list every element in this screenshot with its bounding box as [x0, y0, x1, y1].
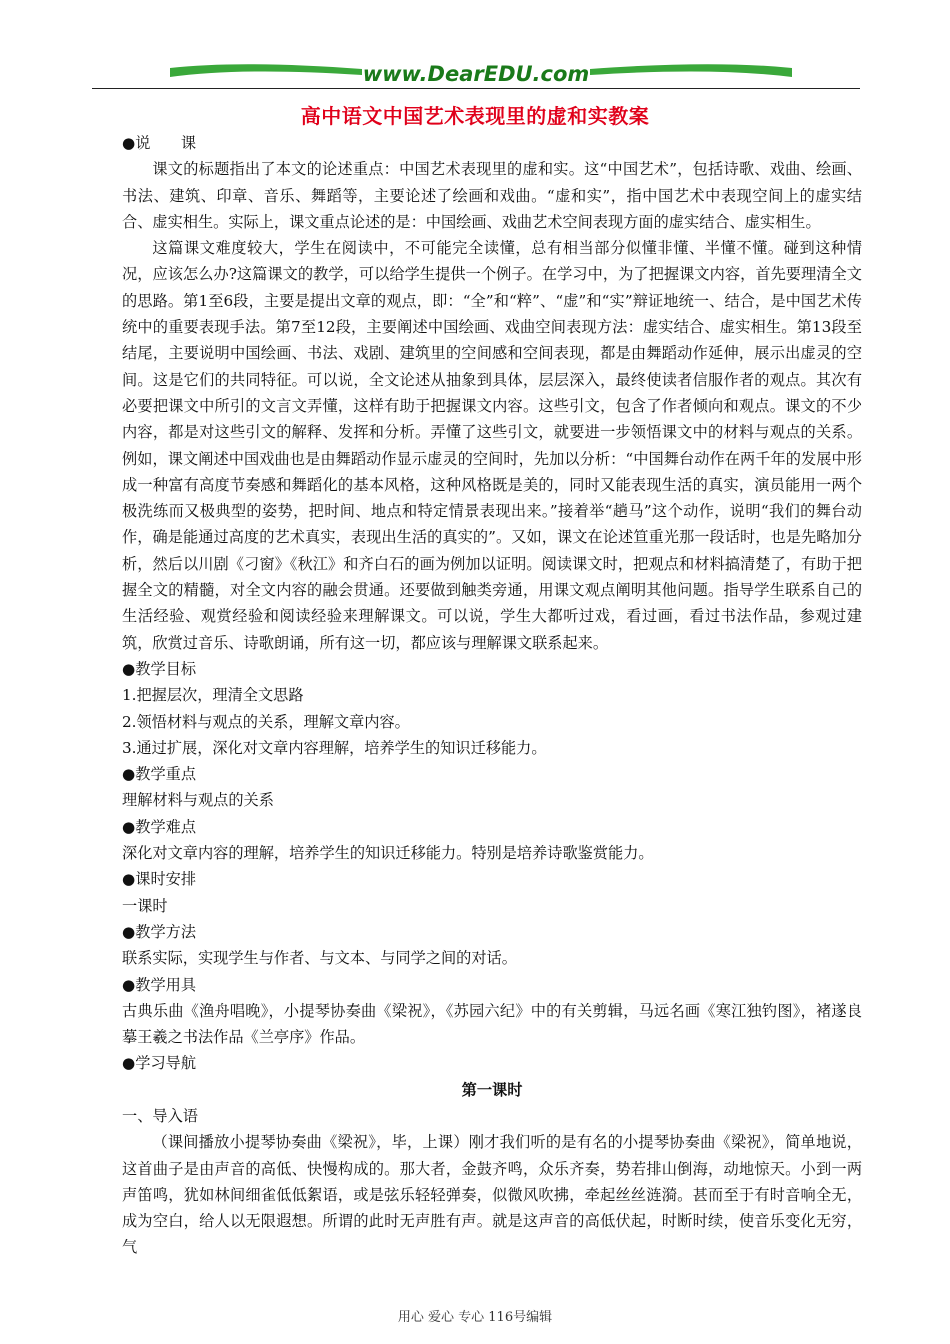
focus-text: 理解材料与观点的关系 — [122, 791, 274, 810]
document-body — [122, 130, 862, 1261]
document-title: 高中语文中国艺术表现里的虚和实教案 — [300, 104, 650, 128]
header-rule — [92, 88, 860, 89]
intro-text: （课间播放小提琴协奏曲《梁祝》，毕，上课）刚才我们听的是有名的小提琴协奏曲《梁祝》，简单地说，这首曲子是由声音的高低、快慢构成的。那大者，金鼓齐鸣，众乐齐奏，势若排山倒海，动地惊天。小到一两声笛鸣，犹如林间细雀低低絮语，或是弦乐轻轻弹奏，似微风吹拂，牵起丝丝涟漪。甚而至于有时音响全无，成为空白，给人以无限遐想。所谓的此时无声胜有声。就是这声音的高低伏起，时断时续，使音乐变化无穷，气 — [122, 1133, 862, 1257]
dearedu-logo-icon — [92, 58, 860, 92]
goal-item-3: 3.通过扩展，深化对文章内容理解，培养学生的知识迁移能力。 — [122, 738, 547, 757]
logo-text: www.DearEDU.com — [362, 62, 590, 86]
heading-tools: ●教学用具 — [122, 975, 197, 994]
heading-difficulty: ●教学难点 — [122, 817, 197, 836]
schedule-text: 一课时 — [122, 896, 168, 915]
heading-schedule: ●课时安排 — [122, 870, 197, 889]
page-footer: 用心 爱心 专心 116号编辑 — [397, 1310, 553, 1325]
goal-item-2: 2.领悟材料与观点的关系，理解文章内容。 — [122, 712, 410, 731]
heading-focus: ●教学重点 — [122, 765, 197, 784]
paragraph-2: 这篇课文难度较大，学生在阅读中，不可能完全读懂，总有相当部分似懂非懂、半懂不懂。碰到这种情况，应该怎么办?这篇课文的教学，可以给学生提供一个例子。在学习中，为了把握课文内容，首先要理清全文的思路。第1至6段，主要是提出文章的观点，即：“全”和“粹”、“虚”和“实”辩证地统一、结合，是中国艺术传统中的重要表现手法。第7至12段，主要阐述中国绘画、戏曲空间表现方法：虚实结合、虚实相生。第13段至结尾，主要说明中国绘画、书法、戏剧、建筑里的空间感和空间表现，都是由舞蹈动作延伸，展示出虚灵的空间。这是它们的共同特征。可以说，全文论述从抽象到具体，层层深入，最终使读者信服作者的观点。其次有必要把课文中所引的文言文弄懂，这样有助于把握课文内容。这些引文，包含了作者倾向和观点。课文的不少内容，都是对这些引文的解释、发挥和分析。弄懂了这些引文，就要进一步领悟课文中的材料与观点的关系。例如，课文阐述中国戏曲也是由舞蹈动作显示虚灵的空间时，先加以分析：“中国舞台动作在两千年的发展中形成一种富有高度节奏感和舞蹈化的基本风格，这种风格既是美的，同时又能表现生活的真实，演员能用一两个极洗练而又极典型的姿势，把时间、地点和特定情景表现出来。”接着举“趟马”这个动作，说明“我们的舞台动作，确是能通过高度的艺术真实，表现出生活的真实的”。又如，课文在论述笪重光那一段话时，也是先略加分析，然后以川剧《刁窗》《秋江》和齐白石的画为例加以证明。阅读课文时，把观点和材料搞清楚了，有助于把握全文的精髓，对全文内容的融会贯通。还要做到触类旁通，用课文观点阐明其他问题。指导学生联系自己的生活经验、观赏经验和阅读经验来理解课文。可以说，学生大都听过戏，看过画，看过书法作品，参观过建筑，欣赏过音乐、诗歌朗诵，所有这一切，都应该与理解课文联系起来。 — [122, 239, 862, 652]
heading-shuoke: ●说 课 — [122, 134, 197, 152]
lesson-1-heading: 第一课时 — [461, 1080, 523, 1099]
paragraph-1: 课文的标题指出了本文的论述重点：中国艺术表现里的虚和实。这“中国艺术”，包括诗歌、戏曲、绘画、书法、建筑、印章、音乐、舞蹈等，主要论述了绘画和戏曲。“虚和实”，指中国艺术中表现空间上的虚实结合、虚实相生。实际上，课文重点论述的是：中国绘画、戏曲艺术空间表现方面的虚实结合、虚实相生。 — [122, 160, 862, 231]
heading-goals: ●教学目标 — [122, 659, 197, 678]
heading-method: ●教学方法 — [122, 922, 197, 941]
tools-text: 古典乐曲《渔舟唱晚》，小提琴协奏曲《梁祝》，《苏园六纪》中的有关剪辑，马远名画《寒江独钓图》，褚遂良摹王羲之书法作品《兰亭序》作品。 — [122, 1001, 862, 1047]
heading-intro: 一、导入语 — [122, 1106, 198, 1125]
site-header-banner — [92, 58, 860, 92]
method-text: 联系实际，实现学生与作者、与文本、与同学之间的对话。 — [122, 949, 517, 968]
goal-item-1: 1.把握层次，理清全文思路 — [122, 686, 304, 705]
heading-nav: ●学习导航 — [122, 1054, 197, 1073]
difficulty-text: 深化对文章内容的理解，培养学生的知识迁移能力。特别是培养诗歌鉴赏能力。 — [122, 844, 654, 863]
